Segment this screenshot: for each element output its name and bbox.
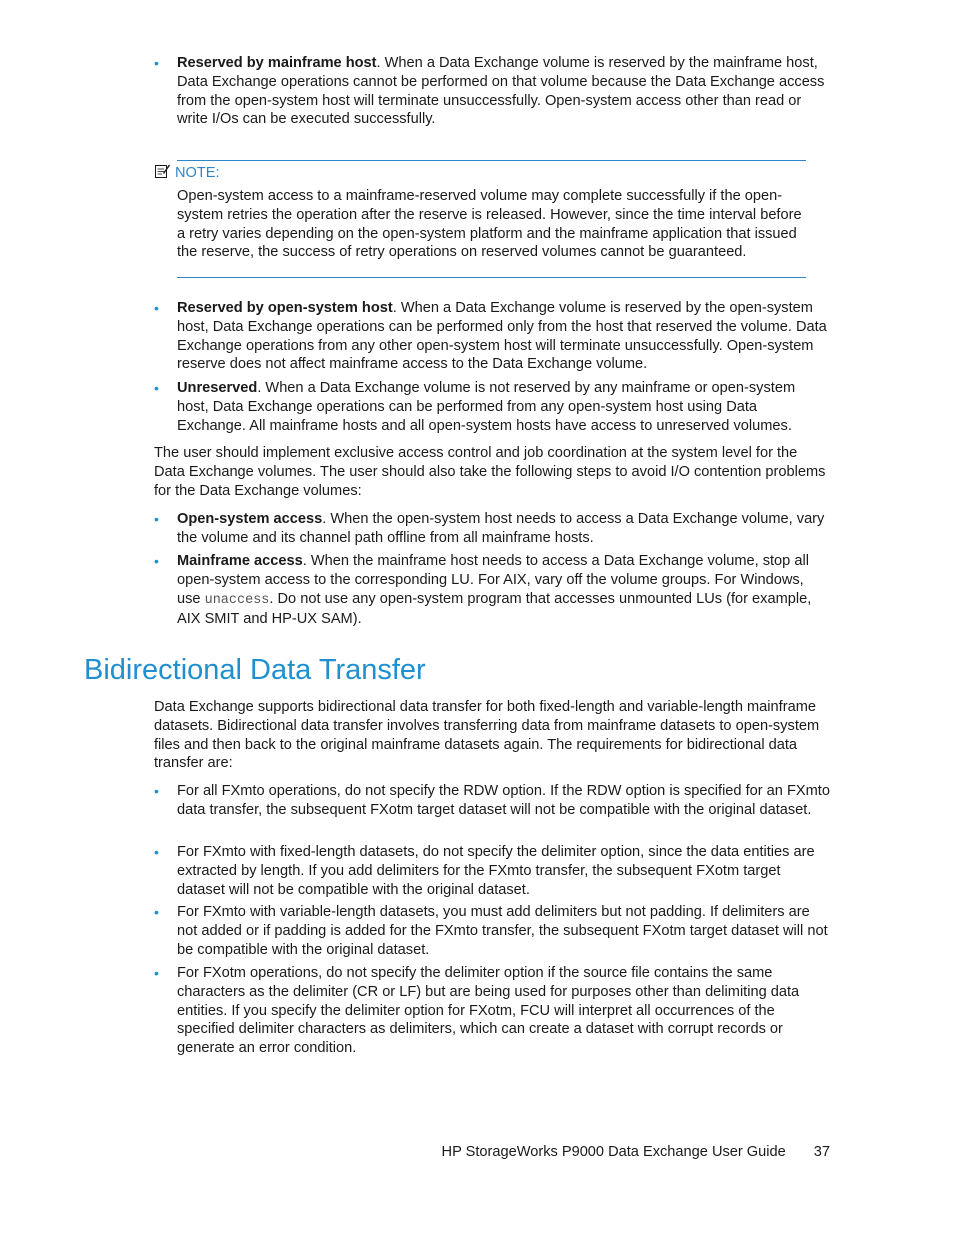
page-number: 37	[813, 1144, 830, 1160]
section-heading: Bidirectional Data Transfer	[84, 654, 426, 686]
list-item	[154, 903, 830, 959]
bullet-text: . When a Data Exchange volume is reserved by the mainframe host, Data Exchange operations cannot be performed on that volume because the Data Exchange access from the open-system host will terminate unsuccessfully. Open-system access other than read or write I/Os can be executed successfully.	[177, 55, 825, 128]
bullet-text: For FXmto with fixed-length datasets, do not specify the delimiter option, since the data entities are extracted by length. If you add delimiters for the FXmto transfer, the subsequent FXotm target dataset will not be compatible with the original dataset.	[177, 844, 815, 898]
bullet-marker: •	[154, 904, 159, 920]
note-box	[154, 160, 806, 261]
bullet-marker: •	[154, 783, 159, 799]
bullet-text: For all FXmto operations, do not specify the RDW option. If the RDW option is specified for an FXmto data transfer, the subsequent FXotm target dataset will not be compatible with the original dataset.	[177, 783, 830, 818]
bullet-marker: •	[154, 553, 159, 569]
bullet-marker: •	[154, 55, 159, 71]
page-footer	[400, 1143, 830, 1162]
bullet-text: . When a Data Exchange volume is reserved by the open-system host, Data Exchange operations can be performed only from the host that reserved the volume. Data Exchange operations from any other open-system host will terminate unsuccessfully. Open-system reserve does not affect mainframe access to the Data Exchange volume.	[177, 300, 827, 373]
bullet-term: Reserved by open-system host	[177, 300, 393, 316]
bullet-term: Mainframe access	[177, 553, 303, 569]
command-code: unaccess	[204, 592, 270, 608]
body-paragraph: The user should implement exclusive access control and job coordination at the system level for the Data Exchange volumes. The user should also take the following steps to avoid I/O contention problems for the Data Exchange volumes:	[154, 445, 826, 499]
footer-title: HP StorageWorks P9000 Data Exchange User Guide	[441, 1144, 786, 1160]
bullet-marker: •	[154, 380, 159, 396]
list-item	[154, 964, 830, 1058]
bullet-text: . When a Data Exchange volume is not reserved by any mainframe or open-system host, Data Exchange operations can be performed from any open-system host using Data Exchange. All mainframe hosts and all open-system hosts have access to unreserved volumes.	[177, 380, 796, 434]
bullet-term: Unreserved	[177, 380, 258, 396]
bullet-text: . When the mainframe host needs to access a Data Exchange volume, stop all open-system access to the corresponding LU. For AIX, vary off the volume groups. For Windows, use	[177, 553, 809, 607]
bullet-marker: •	[154, 844, 159, 860]
bullet-marker: •	[154, 300, 159, 316]
note-header	[154, 163, 220, 183]
list-item	[154, 299, 830, 374]
list-item	[154, 510, 830, 548]
note-top-rule	[177, 160, 806, 161]
list-item	[154, 843, 830, 899]
bullet-text: For FXmto with variable-length datasets, you must add delimiters but not padding. If delimiters are not added or if padding is added for the FXmto transfer, the subsequent FXotm target dataset will not be compatible with the original dataset.	[177, 904, 828, 958]
note-label: NOTE:	[175, 165, 220, 181]
bullet-term: Reserved by mainframe host	[177, 55, 377, 71]
list-item	[154, 379, 830, 435]
body-paragraph: Data Exchange supports bidirectional data transfer for both fixed-length and variable-length mainframe datasets. Bidirectional data transfer involves transferring data from mainframe datasets to open-system files and then back to the original mainframe datasets again. The requirements for bidirectional data transfer are:	[154, 699, 820, 772]
note-bottom-rule	[177, 277, 806, 278]
note-body: Open-system access to a mainframe-reserved volume may complete successfully if the open-system retries the operation after the reserve is released. However, since the time interval before a retry varies depending on the open-system platform and the mainframe application that issued the reserve, the success of retry operations on reserved volumes cannot be guaranteed.	[177, 188, 802, 261]
list-item	[154, 552, 830, 629]
note-pencil-icon	[154, 163, 170, 179]
bullet-marker: •	[154, 965, 159, 981]
bullet-text: . Do not use any open-system program that accesses unmounted LUs (for example, AIX SMIT and HP-UX SAM).	[177, 590, 812, 628]
list-item	[154, 54, 830, 129]
bullet-marker: •	[154, 511, 159, 527]
bullet-term: Open-system access	[177, 511, 323, 527]
bullet-text: For FXotm operations, do not specify the delimiter option if the source file contains the same characters as the delimiter (CR or LF) but are being used for purposes other than delimiting data entities. If you specify the delimiter option for FXotm, FCU will interpret all occurrences of the specified delimiter characters as delimiters, which can create a dataset with corrupt records or generate an error condition.	[177, 965, 800, 1057]
bullet-text: . When the open-system host needs to access a Data Exchange volume, vary the volume and its channel path offline from all mainframe hosts.	[177, 511, 825, 546]
list-item	[154, 782, 830, 820]
